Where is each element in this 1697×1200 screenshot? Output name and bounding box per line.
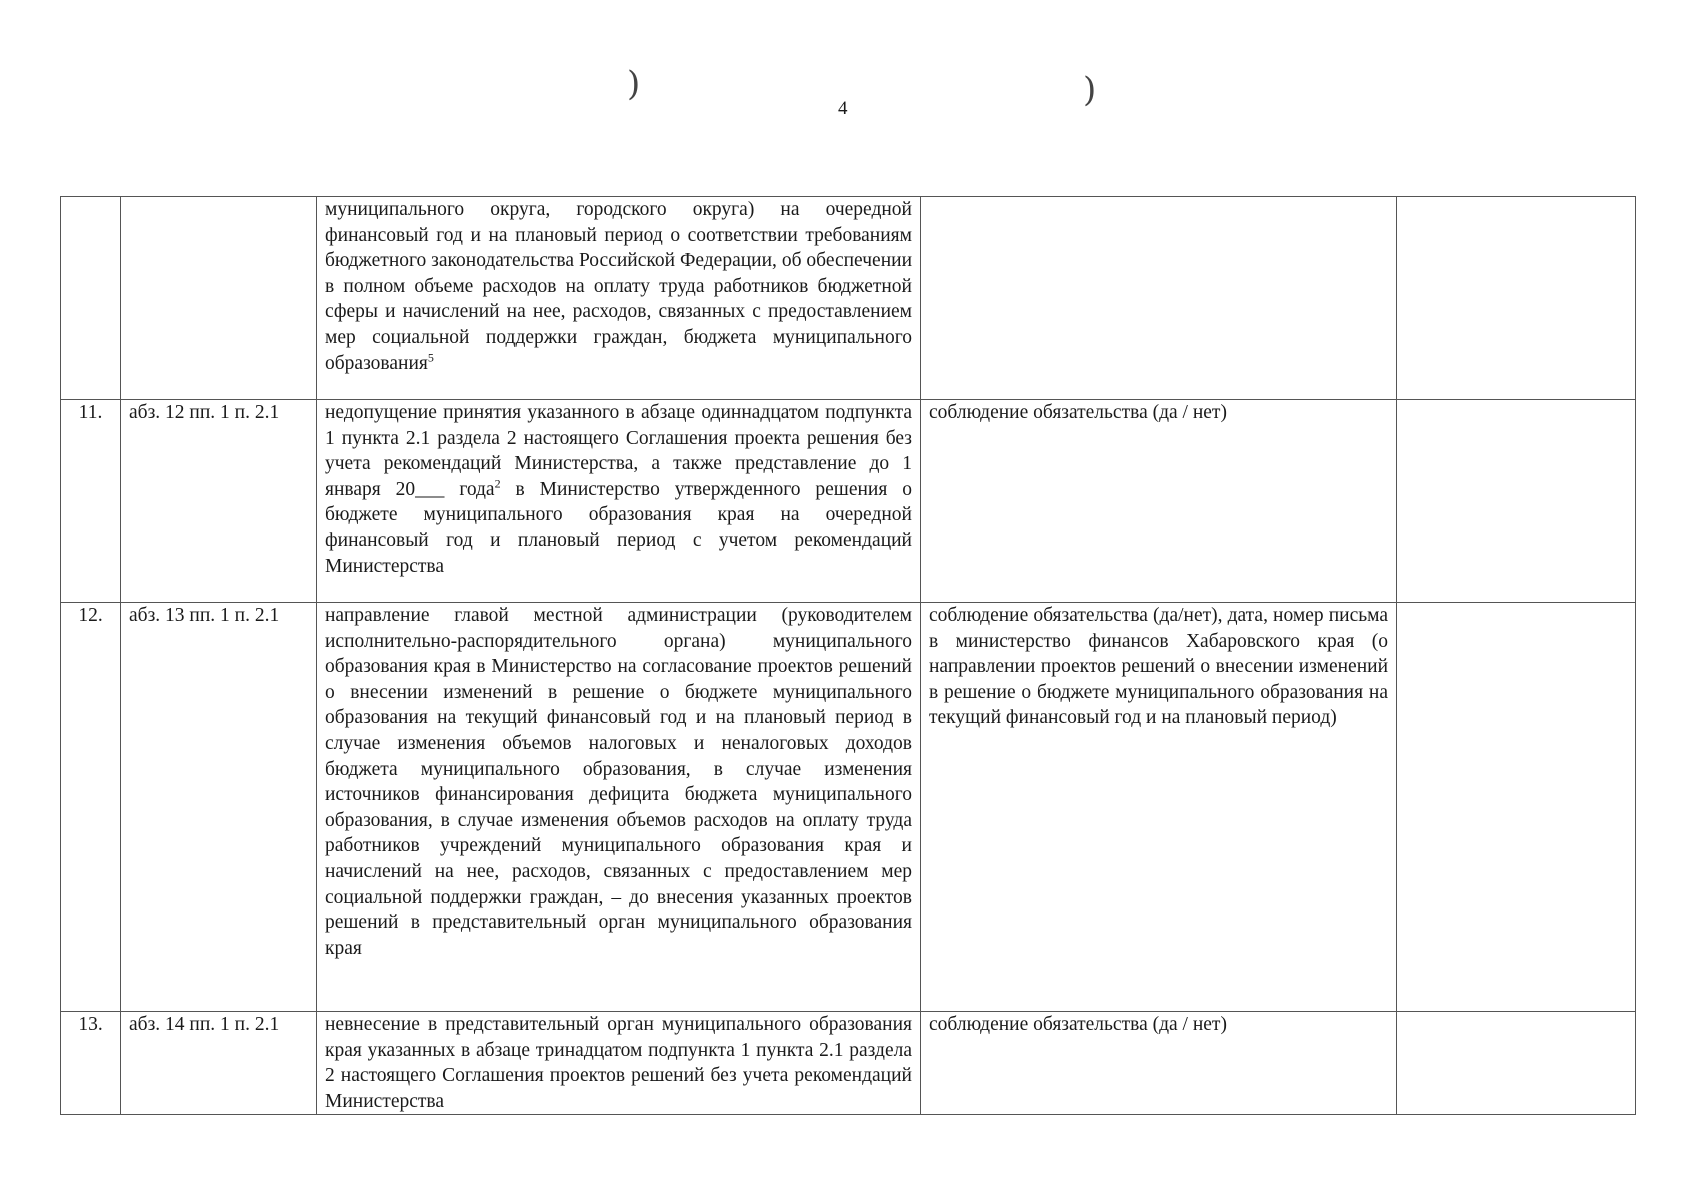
footnote-mark: 2: [494, 476, 501, 491]
table-row: [61, 603, 1636, 1012]
row-number-cell: [61, 197, 121, 400]
reference-cell: абз. 12 пп. 1 п. 2.1: [121, 400, 317, 603]
row-number-cell: 12.: [61, 603, 121, 1012]
criterion-cell: соблюдение обязательства (да/нет), дата, номер письма в министерство финансов Хабаровского края (о направлении проектов решений о внесении изменений в решение о бюджете муниципального образования на текущий финансовый год и на плановый период): [921, 603, 1397, 1012]
table-row: [61, 197, 1636, 400]
row-number-cell: 11.: [61, 400, 121, 603]
scan-artifact-mark: ): [627, 64, 641, 104]
value-cell: [1397, 1012, 1636, 1115]
scan-artifact-mark: ): [1083, 70, 1097, 110]
obligation-text-cell: направление главой местной администрации (руководителем исполнительно-распорядительного органа) муниципального образования края в Министерство на согласование проектов решений о внесении изменений в решение о бюджете муниципального образования на текущий финансовый год и на плановый период в случае изменения объемов налоговых и неналоговых доходов бюджета муниципального образования, в случае изменения источников финансирования дефицита бюджета муниципального образования, в случае изменения объемов расходов на оплату труда работников учреждений муниципального образования края и начислений на нее, расходов, связанных с предоставлением мер социальной поддержки граждан, – до внесения указанных проектов решений в представительный орган муниципального образования края: [317, 603, 921, 1012]
obligations-table: [60, 196, 1636, 1115]
obligation-text: недопущение принятия указанного в абзаце одиннадцатом подпункта 1 пункта 2.1 раздела 2 настоящего Соглашения проекта решения без учета рекомендаций Министерства, а также представление до 1 января 20___ года: [325, 402, 912, 500]
value-cell: [1397, 400, 1636, 603]
criterion-cell: соблюдение обязательства (да / нет): [921, 1012, 1397, 1115]
value-cell: [1397, 603, 1636, 1012]
table-row: [61, 400, 1636, 603]
criterion-cell: соблюдение обязательства (да / нет): [921, 400, 1397, 603]
obligation-text-cell: [317, 197, 921, 400]
reference-cell: [121, 197, 317, 400]
obligation-text: муниципального округа, городского округа) на очередной финансовый год и на плановый период о соответствии требованиям бюджетного законодательства Российской Федерации, об обеспечении в полном объеме расходов на оплату труда работников бюджетной сферы и начислений на нее, расходов, связанных с предоставлением мер социальной поддержки граждан, бюджета муниципального образования: [325, 199, 912, 374]
page-number: 4: [838, 98, 848, 119]
obligation-text-continued: в Министерство утвержденного решения о бюджете муниципального образования края на очередной финансовый год и плановый период с учетом рекомендаций Министерства: [325, 478, 912, 577]
table-row: [61, 1012, 1636, 1115]
obligation-text-cell: [317, 400, 921, 603]
reference-cell: абз. 14 пп. 1 п. 2.1: [121, 1012, 317, 1115]
criterion-cell: [921, 197, 1397, 400]
footnote-mark: 5: [427, 350, 434, 365]
row-number-cell: 13.: [61, 1012, 121, 1115]
obligation-text-cell: невнесение в представительный орган муниципального образования края указанных в абзаце тринадцатом подпункта 1 пункта 2.1 раздела 2 настоящего Соглашения проектов решений без учета рекомендаций Министерства: [317, 1012, 921, 1115]
reference-cell: абз. 13 пп. 1 п. 2.1: [121, 603, 317, 1012]
value-cell: [1397, 197, 1636, 400]
